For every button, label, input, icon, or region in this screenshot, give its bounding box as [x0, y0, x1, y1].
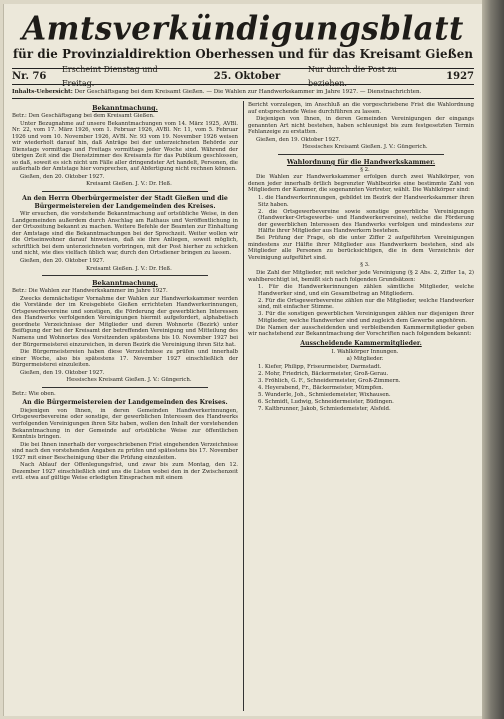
- right-column: [248, 102, 474, 712]
- counting-rules-list: [248, 284, 474, 324]
- left-column: [12, 102, 238, 712]
- issue-info-bar: [12, 64, 474, 88]
- list-item: 2. Für die Ortsgewerbevereine zählen nur die Mitglieder, welche Handwerker sind, mit einfacher Stimme.: [258, 297, 474, 311]
- member-entry: 3. Fröhlich, G. F., Schneidermeister, Groß-Zimmern.: [258, 377, 401, 384]
- notice-signature: Hessisches Kreisamt Gießen. J. V.: Güngerich.: [66, 377, 192, 384]
- member-entry: 7. Kaltbrunner, Jakob, Schmiedemeister, Alsfeld.: [258, 405, 391, 412]
- book-binding: [482, 0, 504, 719]
- members-list: [248, 364, 474, 413]
- section-number: § 2.: [360, 166, 370, 173]
- notice-paragraph: Diejenigen von Ihnen, in deren Gemeinden Vereinigungen der eingangs genannten Art nicht bestehen, haben schleunigst bis zum festgesetzten Termin Fehlanzeige zu erstatten.: [248, 116, 474, 136]
- notice-subject: Betr.: Die Wahlen zur Handwerkskammer im Jahre 1927.: [12, 288, 168, 295]
- notice-place-date: Gießen, den 20. Oktober 1927.: [20, 173, 105, 180]
- notice-heading: Wahlordnung für die Handwerkskammer.: [286, 157, 436, 166]
- members-subheading: a) Mitglieder.: [346, 356, 384, 363]
- section-rule: [42, 191, 208, 192]
- notice-paragraph: Diejenigen von Ihnen, in deren Gemeinden Handwerkerinnungen, Ortsgewerbevereine oder sonstige, der gewerblichen Interessen des Handwerks verfolgenden Vereinigungen ihren Sitz haben, wollen den Inhalt der vorstehenden Bekanntmachung in der Gemeinde auf ortsübliche Weise zur öffentlichen Kenntnis bringen.: [12, 407, 238, 441]
- newspaper-subtitle: für die Provinzialdirektion Oberhessen und für das Kreisamt Gießen: [12, 47, 473, 61]
- notice-signature: Kreisamt Gießen. J. V.: Dr. Heß.: [86, 265, 172, 272]
- notice-paragraph: Zwecks demnächstiger Vornahme der Wahlen zur Handwerkskammer werden die Vorstände der im Kreisgebiete Gießen errichteten Handwerkerinnungen, Ortsgewerbevereine und sonstigen, die Förderung der gewerblichen Interessen des Handwerks verfolgenden Vereinigungen hiermit aufgefordert, alphabetisch geordnete Verzeichnisse der Mitglieder und deren Wohnorte (Bezirk) unter Beifügung der bei der Kreisamt der betreffenden Vereinigung und Mitteilung des Namens und Wohnortes des Vorsitzenden spätestens bis 10. November 1927 bei der Bürgermeisterei einzureichen, in deren Bezirk die Vereinigung ihren Sitz hat.: [12, 295, 238, 348]
- voting-bodies-list: [248, 195, 474, 235]
- section-rule: [278, 154, 444, 155]
- list-item: 2. die Ortsgewerbevereine sowie sonstige gewerbliche Vereinigungen (Handwerker-Ortsgewerbe- und Handwerkervereine), welche die Förderung der gewerblichen Interessen des Handwerks verfolgen und mindestens zur Hälfte ihrer Mitglieder aus Handwerkern bestehen.: [258, 208, 474, 235]
- notice-place-date: Gießen, den 19. Oktober 1927.: [20, 369, 105, 376]
- notice-heading: An die Bürgermeistereien der Landgemeinden des Kreises.: [22, 399, 228, 407]
- masthead: [12, 12, 474, 66]
- publication-frequency: Erscheint Dienstag und Freitag.: [62, 64, 158, 88]
- postal-note: Nur durch die Post zu beziehen.: [308, 64, 397, 88]
- column-divider: [243, 101, 244, 711]
- notice-place-date: Gießen, den 19. Oktober 1927.: [256, 136, 341, 143]
- member-entry: 6. Schmidt, Ludwig, Schneidermeister, Büdingen.: [258, 398, 394, 405]
- notice-paragraph: Nach Ablauf der Offenlegungsfrist, und zwar bis zum Montag, den 12. Dezember 1927 einschließlich sind uns die Listen wobei den in der Zwischenzeit evtl. etwa auf gültige Weise erledigten Einsprachen mit einem: [12, 462, 238, 482]
- notice-paragraph: Bericht vorzulegen, im Anschluß an die vorgeschriebene Frist die Wahlordnung auf entsprechende Weise durchführen zu lassen.: [248, 102, 474, 115]
- notice-subject: Betr.: Wie oben.: [12, 390, 56, 397]
- issue-date: 25. Oktober: [213, 70, 281, 82]
- notice-signature: Hessisches Kreisamt Gießen. J. V.: Güngerich.: [302, 144, 428, 151]
- newspaper-title: Amtsverkündigungsblatt: [22, 10, 464, 48]
- notice-subject: Betr.: Den Geschäftsgang bei dem Kreisamt Gießen.: [12, 113, 155, 119]
- notice-paragraph: Die Zahl der Mitglieder, mit welcher jede Vereinigung (§ 2 Abs. 2, Ziffer 1a, 2) wahlberechtigt ist, bemißt sich nach folgenden Grundsätzen:: [248, 270, 474, 283]
- notice-paragraph: Die Bürgermeistereien haben diese Verzeichnisse zu prüfen und innerhalb einer Woche, also bis spätestens 17. November 1927 einschließlich der Bürgermeisterei einzuleiten.: [12, 349, 238, 369]
- notice-paragraph: Unter Bezugnahme auf unsere Bekanntmachungen vom 14. März 1925, AVBl. Nr. 22, vom 17. März 1926, vom 1. Februar 1926, AVBl. Nr. 11, vom 5. Februar 1926 und vom 10. November 1926, AVBl. Nr. 93 vom 19. November 1926 weisen wir wiederholt darauf hin, daß Anträge bei der unterzeichneten Behörde zur Dienstags vormittags und Freitags vormittags jeder Woche sind. Während der übrigen Zeit sind die Dienstzimmer des Kreisamts für das Publikum geschlossen, so daß, soweit es sich nicht um Fälle aller dringendster Art handelt, Personen, die außerhalb der Amtstage hier vorsprechen, auf Abfertigung nicht rechnen können.: [12, 120, 238, 173]
- notice-heading: Bekanntmachung.: [92, 104, 158, 112]
- notice-paragraph: Bei Prüfung der Frage, ob die unter Ziffer 2 aufgeführten Vereinigungen mindestens zur Hälfte ihrer Mitglieder aus Handwerkern bestehen, sind als Mitglieder alle Personen zu berücksichtigen, die in dem Verzeichnis der Vereinigung aufgeführt sind.: [248, 235, 474, 261]
- notice-heading: An den Herrn Oberbürgermeister der Stadt Gießen und die Bürgermeistereien der Landgemeinden des Kreises.: [22, 195, 228, 210]
- section-rule: [42, 275, 208, 276]
- member-entry: 2. Mohr, Friedrich, Bäckermeister, Groß-Gerau.: [258, 370, 389, 377]
- list-item: 3. Für die sonstigen gewerblichen Vereinigungen zählen nur diejenigen ihrer Mitglieder, welche Handwerker sind und zugleich dem Gewerbe angehören.: [258, 311, 474, 324]
- notice-place-date: Gießen, den 20. Oktober 1927.: [20, 258, 105, 265]
- table-of-contents: [12, 87, 474, 99]
- list-item: 1. Für die Handwerkerinnungen zählen sämtliche Mitglieder, welche Handwerker sind, und ein Gesamtbetrag an Mitgliedern.: [258, 284, 474, 297]
- list-item: 1. die Handwerkerinnungen, gebildet im Bezirk der Handwerkskammer ihren Sitz haben.: [258, 195, 474, 208]
- members-heading: Ausscheidende Kammermitglieder.: [300, 340, 422, 347]
- section-rule: [42, 387, 208, 388]
- notice-paragraph: Die Wahlen zur Handwerkskammer erfolgen durch zwei Wahlkörper, von denen jeder innerhalb örtlich begrenzter Wahlbezirke eine bestimmte Zahl von Mitgliedern der Kammer, die sogenannten Vertreter, wählt. Die Wahlkörper sind:: [248, 174, 474, 194]
- issue-number: Nr. 76: [12, 70, 47, 82]
- issue-year: 1927: [446, 70, 474, 82]
- notice-paragraph: Die bei Ihnen innerhalb der vorgeschriebenen Frist eingehenden Verzeichnisse sind nach den vorstehenden Angaben zu prüfen und spätestens bis 17. November 1927 mit einer Bescheinigung über die Prüfung einzuleiten.: [12, 441, 238, 461]
- member-entry: 1. Kiefer, Philipp, Friseurmeister, Darmstadt.: [258, 363, 382, 370]
- member-entry: 4. Heyerabend, Fr., Bäckermeister, Mümpfen.: [258, 384, 384, 391]
- toc-label: Inhalts-Uebersicht:: [12, 89, 73, 95]
- newspaper-sheet: [3, 4, 483, 716]
- toc-text: Der Geschäftsgang bei dem Kreisamt Gießen. — Die Wahlen zur Handwerkskammer im Jahre 1927. — Dienstnachrichten.: [74, 89, 422, 95]
- notice-signature: Kreisamt Gießen. J. V.: Dr. Heß.: [86, 181, 172, 188]
- voting-body-heading: I. Wahlkörper Innungen.: [331, 348, 399, 355]
- member-entry: 5. Wunderle, Joh., Schmiedemeister, Wixhausen.: [258, 391, 391, 398]
- notice-heading: Bekanntmachung.: [92, 279, 158, 288]
- notice-paragraph: Wir ersuchen, die vorstehende Bekanntmachung auf ortsübliche Weise, in den Landgemeinden außerdem durch Anschlag am Rathaus und Veröffentlichung in der Ortszeitung bekannt zu machen. Weitere Befehle der Beamten zur Einhaltung der Amtstage sind die Bekanntmachungen bei der Sprechzeit. Weiter wollen wir die Ortseinwohner darauf hinweisen, daß sie ihre Anliegen, soweit möglich, schriftlich bei dem unterzeichneten vorbringen, mit der Post hierher zu schicken und nicht, wie dies vielfach üblich war, durch den Ortsdiener bringen zu lassen.: [12, 211, 238, 257]
- section-number: § 3.: [360, 262, 370, 269]
- notice-paragraph: Die Namen der ausscheidenden und verbleibenden Kammermitglieder geben wir nachstehend zur Bekanntmachung der Vorschriften nach folgendem bekannt:: [248, 324, 474, 338]
